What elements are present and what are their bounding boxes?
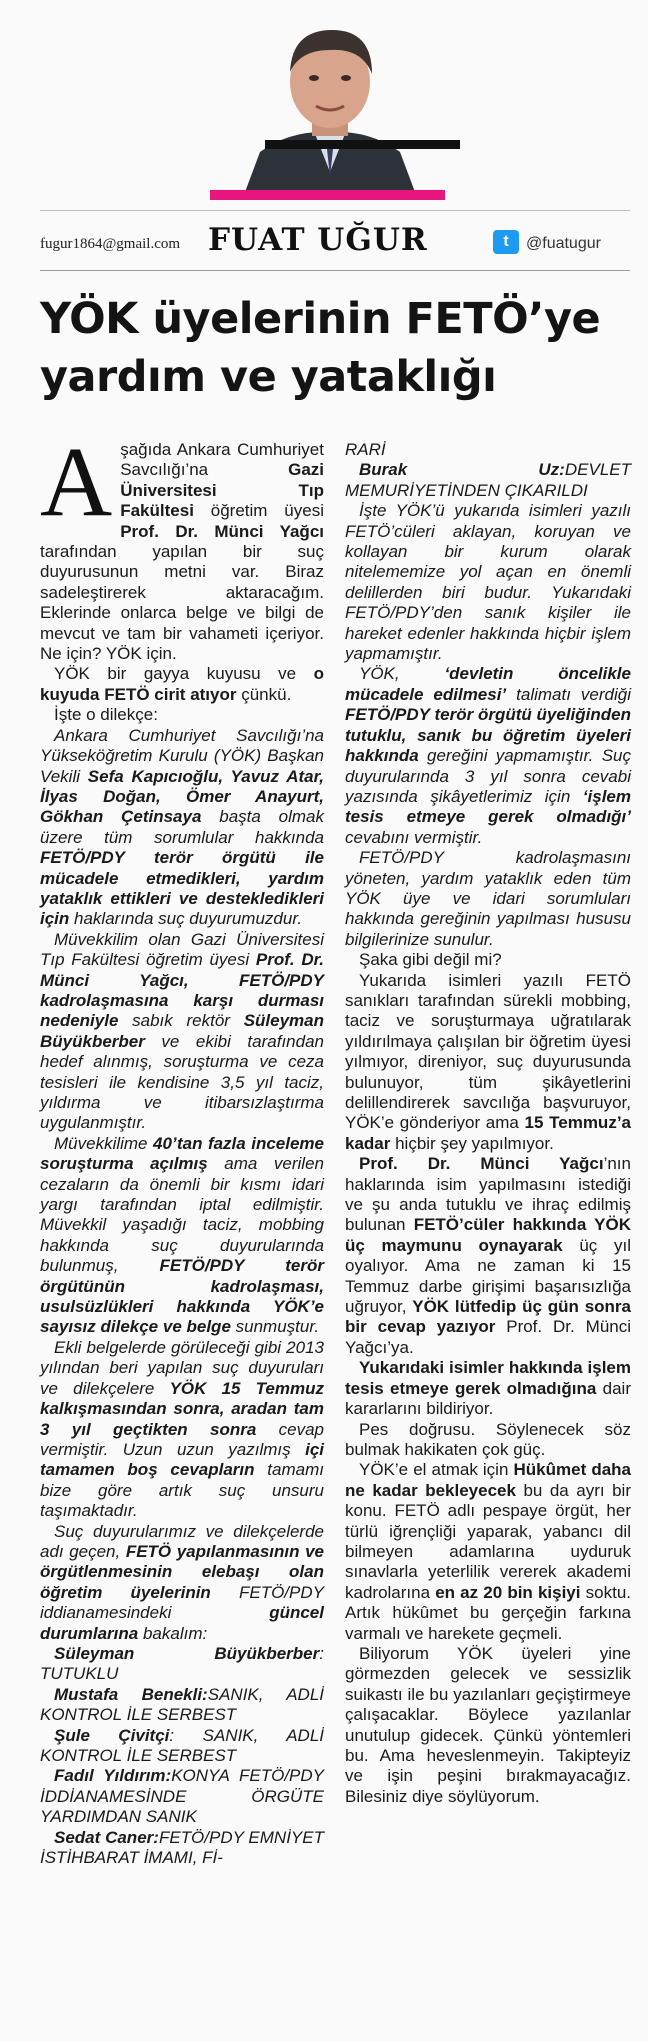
text: Hükûmet daha ne kadar bekleyecek [345, 1460, 631, 1500]
text: Yukarıda isimleri yazılı FETÖ sanıkları tarafından sürekli mobbing, taciz ve soruşturmaya uğratılarak yıldırılmaya çalışılan bir öğretim üyesi yılmıyor, direniyor, suç duyurusunda bulunuyor, tüm şikâyetlerini delillendirerek savcılığa başvuruyor, YÖK’e gönderiyor ama [345, 970, 631, 1133]
article-headline [40, 290, 640, 406]
author-name: FUAT UĞUR [208, 222, 428, 258]
text: YÖK’e el atmak için [359, 1460, 514, 1480]
text: : SANIK, ADLİ KONTROL İLE SERBEST [40, 1725, 324, 1765]
paragraph [345, 1644, 631, 1807]
text: gereğini yapmamıştır. Suç duyurularında 3 yıl sonra cevabi yazısında şikâyetlerimiz için [345, 746, 631, 806]
drop-cap: A [40, 426, 113, 537]
text: Biliyorum YÖK üyeleri yine görmezden gelecek ve sessizlik suikastı ile bu yazılanları geçiştirmeye çalışacaklar. Böylece yazılanlar unutulup gidecek. Çünkü yöntemleri bu. Ama heveslenmeyin. Takipteyiz ve işin peşini bırakmayacağız. Bilesiniz diye söylüyorum. [345, 1643, 631, 1806]
text: Prof. Dr. Münci Yağcı [120, 521, 324, 541]
text: üç yıl oyalıyor. Ama ne zaman ki 15 Temmuz darbe girişimi başarısızlığa uğruyor, [345, 1235, 631, 1317]
text: tarafından yapılan bir suç duyurusunun metni var. Biraz sadeleştirerek aktaracağım. Eklerinde onlarca belge ve bilgi de mevcut ve tam bir vahameti içeriyor. Ne için? YÖK için. [40, 542, 324, 664]
paragraph [345, 501, 631, 664]
accent-pink-bar [210, 190, 445, 200]
text: ama verilen cezaların da önemli bir kısmı idari yargı tarafından iptal edilmiştir. Müvekkil yaşadığı taciz, mobbing hakkında suç duyurularında bulunmuş, [40, 1154, 324, 1276]
paragraph [345, 1154, 631, 1358]
text: Şule Çivitçi [54, 1725, 170, 1745]
paragraph [40, 726, 324, 930]
text: Gazi Üniversitesi Tıp Fakültesi [120, 460, 324, 521]
author-photo [230, 12, 430, 192]
divider [40, 210, 630, 211]
text: şağıda Ankara Cumhuriyet Savcılığı’na [120, 440, 324, 480]
paragraph [40, 1338, 324, 1522]
text: Prof. Dr. Münci Yağcı, FETÖ/PDY kadrolaşmasına karşı durması nedeniyle [40, 950, 325, 1031]
text: Müvekkilim olan Gazi Üniversitesi Tıp Fakültesi öğretim üyesi [40, 929, 324, 970]
headline-line: YÖK üyelerinin FETÖ’ye [40, 294, 601, 344]
text: sabık rektör [118, 1011, 244, 1031]
text: başta olmak üzere tüm sorumlular hakkında [40, 807, 324, 847]
text: 40’tan fazla inceleme soruşturma açılmış [40, 1133, 324, 1174]
paragraph [345, 848, 631, 950]
text: Şaka gibi değil mi? [359, 950, 502, 970]
text: en az 20 bin kişiyi [435, 1582, 581, 1602]
text: İşte o dilekçe: [54, 705, 158, 725]
text: ‘devletin öncelikle mücadele edilmesi’ [345, 664, 631, 704]
text: FETÖ yapılanmasının ve örgütlenmesinin elebaşı olan öğretim üyelerinin [40, 1541, 324, 1602]
text: tamamı bize göre artık suç unsuru taşımaktadır. [40, 1460, 324, 1521]
text: Prof. Dr. Münci Yağcı [359, 1154, 604, 1174]
byline [40, 222, 640, 262]
article-column-1 [40, 426, 325, 1868]
paragraph [40, 705, 324, 725]
text: Ekli belgelerde görüleceği gibi 2013 yılından beri yapılan suç duyuruları ve dilekçelere [40, 1337, 324, 1398]
list-item [40, 1828, 324, 1869]
text: FETÖ/PDY terör örgütünün kadrolaşması, usulsüzlükleri hakkında YÖK’e sayısız dilekçe ve belge [40, 1256, 324, 1337]
text: güncel durumlarına [40, 1603, 324, 1643]
text: Müvekkilime [54, 1133, 154, 1153]
text: Süleyman Büyükberber [54, 1643, 320, 1663]
paragraph [40, 664, 324, 705]
paragraph [345, 971, 631, 1155]
text: Suç duyurularımız ve dilekçelerde adı geçen, [40, 1521, 324, 1561]
paragraph [345, 664, 631, 848]
text: ‘işlem tesis etmeye gerek olmadığı’ [345, 786, 631, 827]
paragraph [40, 930, 324, 1134]
text: bakalım: [138, 1623, 208, 1643]
text: Prof. Dr. Münci Yağcı’ya. [345, 1317, 632, 1357]
text: Sedat Caner: [54, 1827, 159, 1847]
text: Mustafa Benekli: [54, 1684, 208, 1704]
text: : TUTUKLU [40, 1643, 324, 1684]
text: YÖK bir gayya kuyusu ve [54, 664, 314, 684]
text: ve ekibi tarafından hedef alınmış, soruşturma ve ceza tesisleri ile kendisine 3,5 yıl taciz, yıldırma ve itibarsızlaştırma uygulanmıştır. [40, 1031, 324, 1133]
divider [40, 270, 630, 271]
text: Pes doğrusu. Söylenecek söz bulmak hakikaten çok güç. [345, 1419, 631, 1459]
paragraph [345, 1420, 631, 1461]
paragraph [40, 1522, 324, 1644]
text: RARİ [345, 440, 386, 459]
text: FETÖ/PDY kadrolaşmasını yöneten, yardım yataklık eden tüm YÖK üye ve idari sorumluları hakkında gereğinin yapılması hususu bilgilerinize sunulur. [345, 848, 631, 949]
text: YÖK, [359, 664, 445, 684]
text: o kuyuda FETÖ cirit atıyor [40, 664, 324, 704]
text: FETÖ/PDY terör örgütü üyeliğinden tutuklu, sanık bu öğretim üyeleri hakkında [345, 705, 631, 766]
paragraph [40, 1134, 324, 1338]
paragraph [345, 1460, 631, 1644]
paragraph [345, 950, 631, 970]
text: talimatı verdiği [506, 684, 632, 704]
text: YÖK lütfedip üç gün sonra bir cevap yazıyor [345, 1297, 631, 1337]
text: ’nın haklarında isim yapılmasını istediği ve şu anda tutuklu ve ihraç edilmiş bulunan [345, 1154, 631, 1235]
paragraph [345, 1358, 631, 1419]
text: çünkü. [236, 684, 292, 704]
text: İşte YÖK’ü yukarıda isimleri yazılı FETÖ’cüleri aklayan, koruyan ve kollayan bir kurum olarak nitelememize yol açan en önemli delillerden biri budur. Yukarıdaki FETÖ/PDY’den sanık kişiler ile hareket edenler hakkında hiçbir işlem yapmamıştır. [345, 501, 631, 664]
text: hiçbir şey yapılmıyor. [390, 1133, 554, 1153]
text: Fadıl Yıldırım: [54, 1766, 172, 1786]
text: 15 Temmuz’a kadar [345, 1113, 631, 1153]
text: FETÖ’cüler hakkında YÖK üç maymunu oynayarak [345, 1215, 631, 1255]
text: Burak Uz: [359, 460, 565, 480]
list-item [40, 1685, 324, 1726]
text: FETÖ/PDY terör örgütü ile mücadele etmedikleri, yardım yataklık ettikleri ve destekledikleri için [40, 848, 324, 929]
list-item [345, 460, 631, 501]
text: içi tamamen boş cevapların [40, 1439, 324, 1480]
text: Sefa Kapıcıoğlu, Yavuz Atar, İlyas Doğan, Ömer Anayurt, Gökhan Çetinsaya [40, 766, 324, 827]
list-item [40, 1644, 324, 1685]
headline-line: yardım ve yataklığı [40, 352, 497, 402]
paragraph [40, 426, 324, 664]
text: FETÖ/PDY iddianamesindeki [40, 1582, 324, 1623]
text: KONYA FETÖ/PDY İDDİANAMESİNDE ÖRGÜTE YARDIMDAN SANIK [40, 1766, 324, 1827]
text: Ankara Cumhuriyet Savcılığı’na Yükseköğretim Kurulu (YÖK) Başkan Vekili [40, 725, 324, 786]
text: sunmuştur. [230, 1317, 320, 1337]
text: dair kararlarını bildiriyor. [345, 1378, 631, 1419]
text: öğretim üyesi [193, 501, 324, 521]
text: YÖK 15 Temmuz kalkışmasından sonra, aradan tam 3 yıl geçtikten sonra [40, 1378, 324, 1439]
text: cevabını vermiştir. [345, 827, 483, 847]
text: DEVLET MEMURİYETİNDEN ÇIKARILDI [345, 460, 631, 500]
twitter-bird-icon: t [493, 230, 519, 254]
author-email[interactable]: fugur1864@gmail.com [40, 236, 181, 252]
twitter-handle[interactable]: @fuatugur [526, 235, 601, 252]
text: bu da ayrı bir konu. FETÖ adlı pespaye örgüt, her türlü iğrençliği yaparak, yabancı dil bilmeyen adamlarına uyduruk sınavlarla yeterlilik vererek akademi kadrolarına [345, 1480, 631, 1602]
text: Yukarıdaki isimler hakkında işlem tesis etmeye gerek olmadığına [345, 1358, 631, 1398]
text: SANIK, ADLİ KONTROL İLE SERBEST [40, 1684, 324, 1725]
text: soktu. Artık hükûmet bu gerçeğin farkına varmalı ve harekete geçmeli. [345, 1582, 631, 1643]
decorative-black-bar [265, 140, 460, 149]
text: FETÖ/PDY EMNİYET İSTİHBARAT İMAMI, Fİ- [40, 1827, 324, 1868]
text: haklarında suç duyurumuzdur. [69, 909, 303, 929]
list-item [40, 1726, 324, 1767]
text: Süleyman Büyükberber [40, 1011, 324, 1051]
article-column-2 [345, 440, 631, 1807]
text: cevap vermiştir. Uzun uzun yazılmış [40, 1419, 324, 1459]
paragraph [345, 440, 631, 460]
list-item [40, 1766, 324, 1827]
